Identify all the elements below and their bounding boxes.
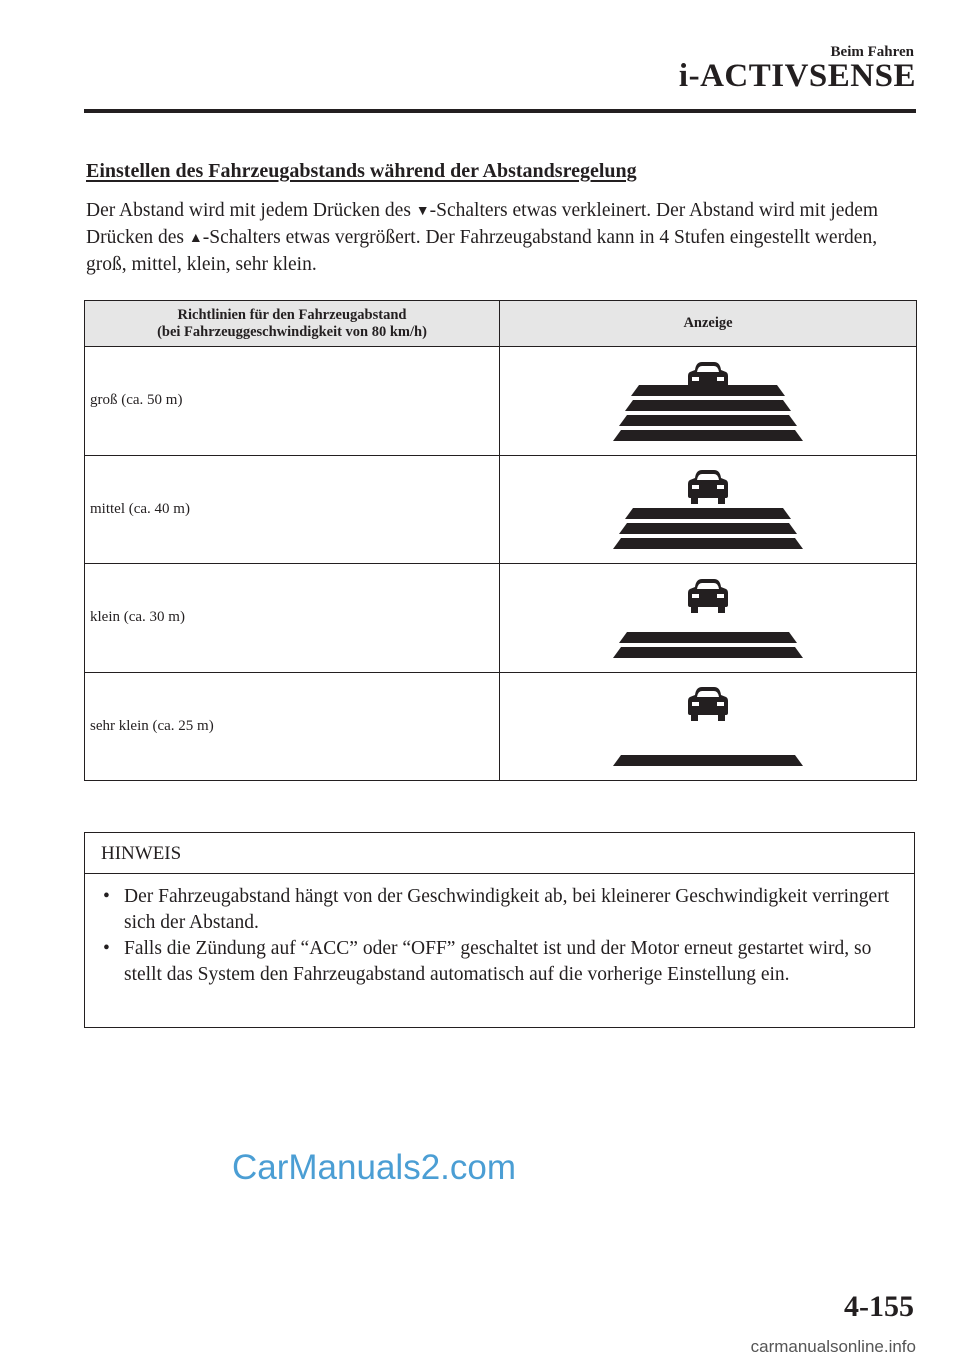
distance-bar <box>619 632 797 643</box>
note-title: HINWEIS <box>85 833 914 874</box>
table-row <box>85 455 917 564</box>
distance-bar <box>631 385 785 396</box>
table-row <box>85 347 917 456</box>
distance-bar <box>613 538 803 549</box>
table-row <box>85 564 917 673</box>
distance-bar <box>625 508 791 519</box>
distance-bar <box>613 755 803 766</box>
distance-label: groß (ca. 50 m) <box>85 347 500 456</box>
intro-paragraph: Der Abstand wird mit jedem Drücken des ▼-Schalters etwas verkleinert. Der Abstand wird mit jedem Drücken des ▲-Schalters etwas vergrößert. Der Fahrzeugabstand kann in 4 Stufen eingestellt werden, groß, mittel, klein, sehr klein. <box>86 200 879 275</box>
chapter-title: i-ACTIVSENSE <box>678 58 916 94</box>
distance-label: klein (ca. 30 m) <box>85 564 500 673</box>
distance-bar <box>613 430 803 441</box>
bullet: • <box>103 938 110 959</box>
indicator-graphic <box>598 570 818 666</box>
distance-indicator <box>500 347 917 456</box>
watermark: CarManuals2.com <box>232 1148 516 1187</box>
distance-bar <box>619 415 797 426</box>
list-item: • Falls die Zündung auf “ACC” oder “OFF” geschaltet ist und der Motor erneut gestartet wird, so stellt das System den Fahrzeugabstand automatisch auf die vorherige Einstellung ein. <box>103 938 872 985</box>
distance-indicator <box>500 564 917 673</box>
up-triangle-icon: ▲ <box>188 231 203 246</box>
distance-table <box>84 300 917 781</box>
distance-label: sehr klein (ca. 25 m) <box>85 672 500 781</box>
header-rule <box>84 109 916 113</box>
down-triangle-icon: ▼ <box>415 204 430 219</box>
footer-url: carmanualsonline.info <box>750 1337 916 1356</box>
indicator-graphic <box>598 678 818 774</box>
distance-indicator <box>500 672 917 781</box>
page-number: 4-155 <box>844 1290 914 1323</box>
car-front-icon <box>688 579 728 613</box>
car-front-icon <box>688 687 728 721</box>
distance-bar <box>613 647 803 658</box>
table-header-row <box>85 301 917 347</box>
col-display-header: Anzeige <box>500 301 917 347</box>
section-label: Beim Fahren <box>830 44 914 60</box>
car-front-icon <box>688 470 728 504</box>
distance-indicator <box>500 455 917 564</box>
section-heading: Einstellen des Fahrzeugabstands während der Abstandsregelung <box>86 160 637 182</box>
col-guideline-header: Richtlinien für den Fahrzeugabstand (bei Fahrzeuggeschwindigkeit von 80 km/h) <box>85 301 500 347</box>
indicator-graphic <box>598 461 818 557</box>
list-item: • Der Fahrzeugabstand hängt von der Geschwindigkeit ab, bei kleinerer Geschwindigkeit verringert sich der Abstand. <box>103 886 890 933</box>
distance-bar <box>625 400 791 411</box>
note-box <box>84 832 915 1028</box>
table-row <box>85 672 917 781</box>
bullet: • <box>103 886 110 907</box>
indicator-graphic <box>598 353 818 449</box>
distance-bar <box>619 523 797 534</box>
distance-label: mittel (ca. 40 m) <box>85 455 500 564</box>
note-list <box>85 874 914 988</box>
